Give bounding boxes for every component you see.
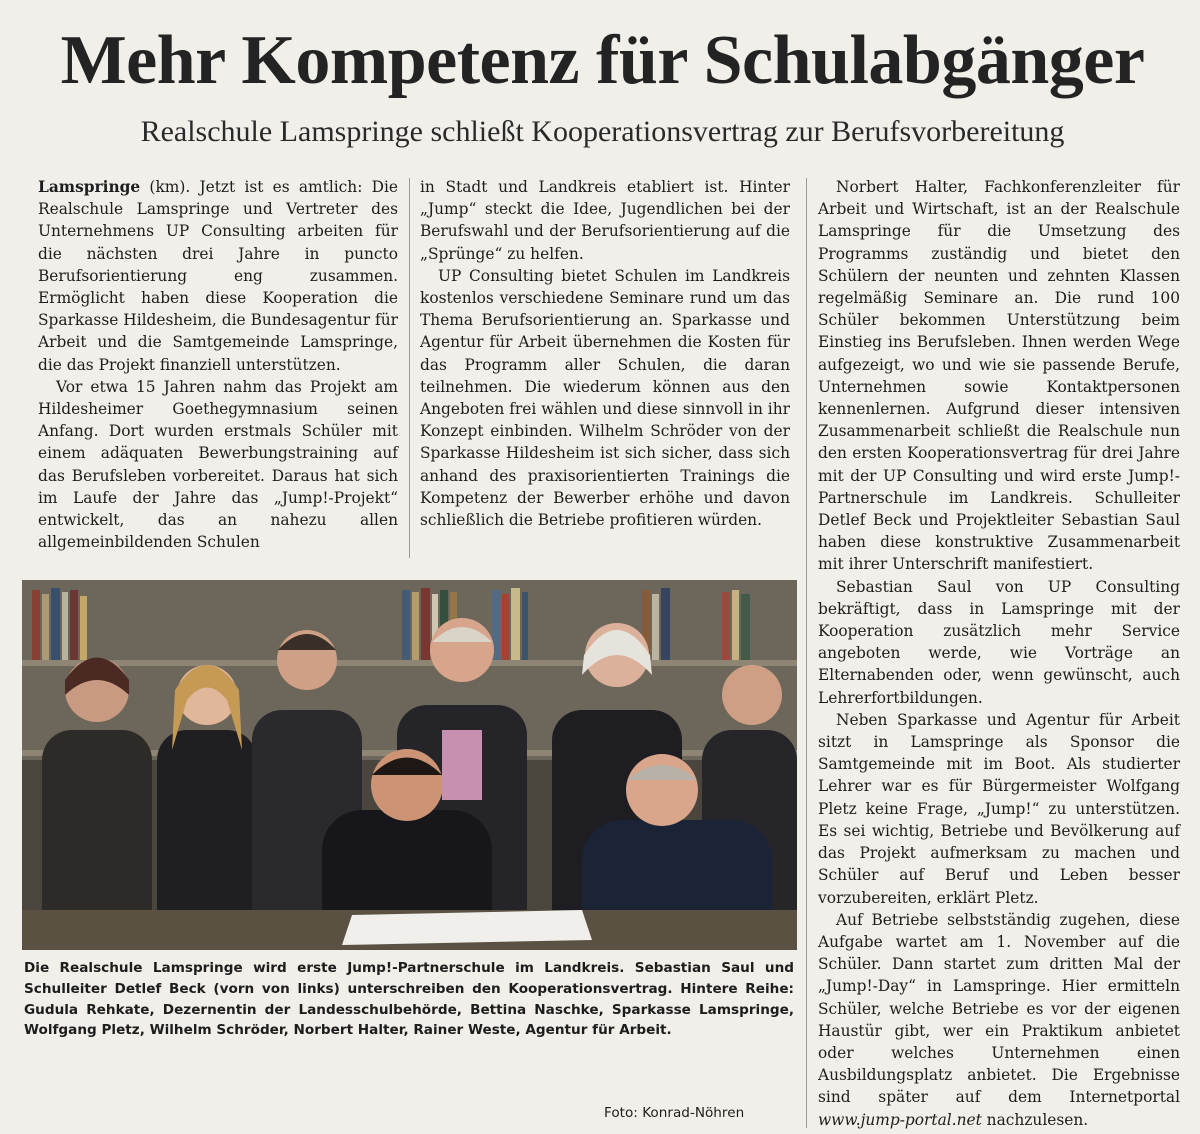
column-divider xyxy=(806,178,807,1128)
photo-credit: Foto: Konrad-Nöhren xyxy=(604,1105,745,1121)
article-column-1 xyxy=(38,176,398,553)
paragraph-text: (km). Jetzt ist es amtlich: Die Realschule Lamspringe und Vertreter des Unternehmens UP Consulting arbeiten für die nächsten drei Jahre in puncto Berufsorientierung eng zusammen. Ermöglicht haben diese Kooperation die Sparkasse Hildesheim, die Bundesagentur für Arbeit und die Samtgemeinde Lamspringe, die das Projekt finanziell unterstützen. xyxy=(38,178,398,374)
paragraph-text: Auf Betriebe selbstständig zugehen, diese Aufgabe wartet am 1. November auf die Schüler. Dann startet zum dritten Mal der „Jump!-Day“ in Lamspringe. Hier ermitteln Schüler, welche Betriebe es vor der eigenen Haustür gibt, wer ein Praktikum anbietet oder welches Unternehmen einen Ausbildungsplatz anbietet. Die Ergebnisse sind später auf dem Internetportal xyxy=(818,910,1180,1107)
paragraph: Neben Sparkasse und Agentur für Arbeit sitzt in Lamspringe als Sponsor die Samtgemeinde mit im Boot. Als studierter Lehrer war es für Bürgermeister Wolfgang Pletz keine Frage, „Jump!“ zu unterstützen. Es sei wichtig, Betriebe und Bevölkerung auf das Projekt aufmerksam zu machen und Schüler auf Beruf und Leben besser vorzubereiten, erklärt Pletz. xyxy=(818,710,1180,907)
photo-caption: Die Realschule Lamspringe wird erste Jump!-Partnerschule im Landkreis. Sebastian Saul und Schulleiter Detlef Beck (vorn von links) unterschreiben den Kooperationsvertrag. Hintere Reihe: Gudula Rehkate, Dezernentin der Landesschulbehörde, Bettina Naschke, Sparkasse Lamspringe, Wolfgang Pletz, Wilhelm Schröder, Norbert Halter, Rainer Weste, Agentur für Arbeit. xyxy=(24,960,794,1039)
paragraph: Sebastian Saul von UP Consulting bekräftigt, dass in Lamspringe mit der Kooperation zusätzlich mehr Service angeboten werde, wie Vorträge an Elternabenden oder, wenn gewünscht, auch Lehrerfortbildungen. xyxy=(818,577,1180,707)
paragraph xyxy=(818,909,1180,1131)
article-column-2 xyxy=(420,176,790,531)
article-column-3 xyxy=(818,176,1180,1131)
paragraph xyxy=(38,176,398,376)
website-link: www.jump-portal.net xyxy=(818,1110,982,1129)
subheadline: Realschule Lamspringe schließt Kooperationsvertrag zur Berufsvorbereitung xyxy=(140,115,1065,148)
paragraph: Vor etwa 15 Jahren nahm das Projekt am Hildesheimer Goethegymnasium seinen Anfang. Dort wurden erstmals Schüler mit einem adäquaten Bewerbungstraining auf das Berufsleben vorbereitet. Daraus hat sich im Laufe der Jahre das „Jump!-Projekt“ entwickelt, das an nahezu allen allgemeinbildenden Schulen xyxy=(38,377,398,552)
paragraph: UP Consulting bietet Schulen im Landkreis kostenlos verschiedene Seminare rund um das Thema Berufsorientierung an. Sparkasse und Agentur für Arbeit übernehmen die Kosten für das Programm aller Schulen, die daran teilnehmen. Die wiederum können aus den Angeboten frei wählen und diese sinnvoll in ihr Konzept einbinden. Wilhelm Schröder von der Sparkasse Hildesheim ist sich sicher, dass sich anhand des praxisorientierten Trainings die Kompetenz der Bewerber erhöhe und davon schließlich die Betriebe profitieren würden. xyxy=(420,266,790,530)
column-divider xyxy=(409,178,410,558)
headline: Mehr Kompetenz für Schulabgänger xyxy=(60,22,1145,99)
group-photo-illustration xyxy=(22,580,797,950)
paragraph: in Stadt und Landkreis etabliert ist. Hinter „Jump“ steckt die Idee, Jugendlichen bei der Berufswahl und der Berufsorientierung auf die „Sprünge“ zu helfen. xyxy=(420,178,790,263)
group-photo xyxy=(22,580,797,950)
paragraph: Norbert Halter, Fachkonferenzleiter für Arbeit und Wirtschaft, ist an der Realschule Lamspringe für die Umsetzung des Programms zuständig und bietet den Schülern der neunten und zehnten Klassen regelmäßig Seminare an. Die rund 100 Schüler bekommen Unterstützung beim Einstieg ins Berufsleben. Ihnen werden Wege aufgezeigt, wo und wie sie passende Berufe, Unternehmen sowie Kontaktpersonen kennenlernen. Aufgrund dieser intensiven Zusammenarbeit schließt die Realschule nun den ersten Kooperationsvertrag für drei Jahre mit der UP Consulting und wird erste Jump!-Partnerschule im Landkreis. Schulleiter Detlef Beck und Projektleiter Sebastian Saul haben diese konstruktive Zusammenarbeit mit ihrer Unterschrift manifestiert. xyxy=(818,178,1180,574)
dateline: Lamspringe xyxy=(38,178,141,196)
paragraph-text: nachzulesen. xyxy=(981,1110,1089,1129)
